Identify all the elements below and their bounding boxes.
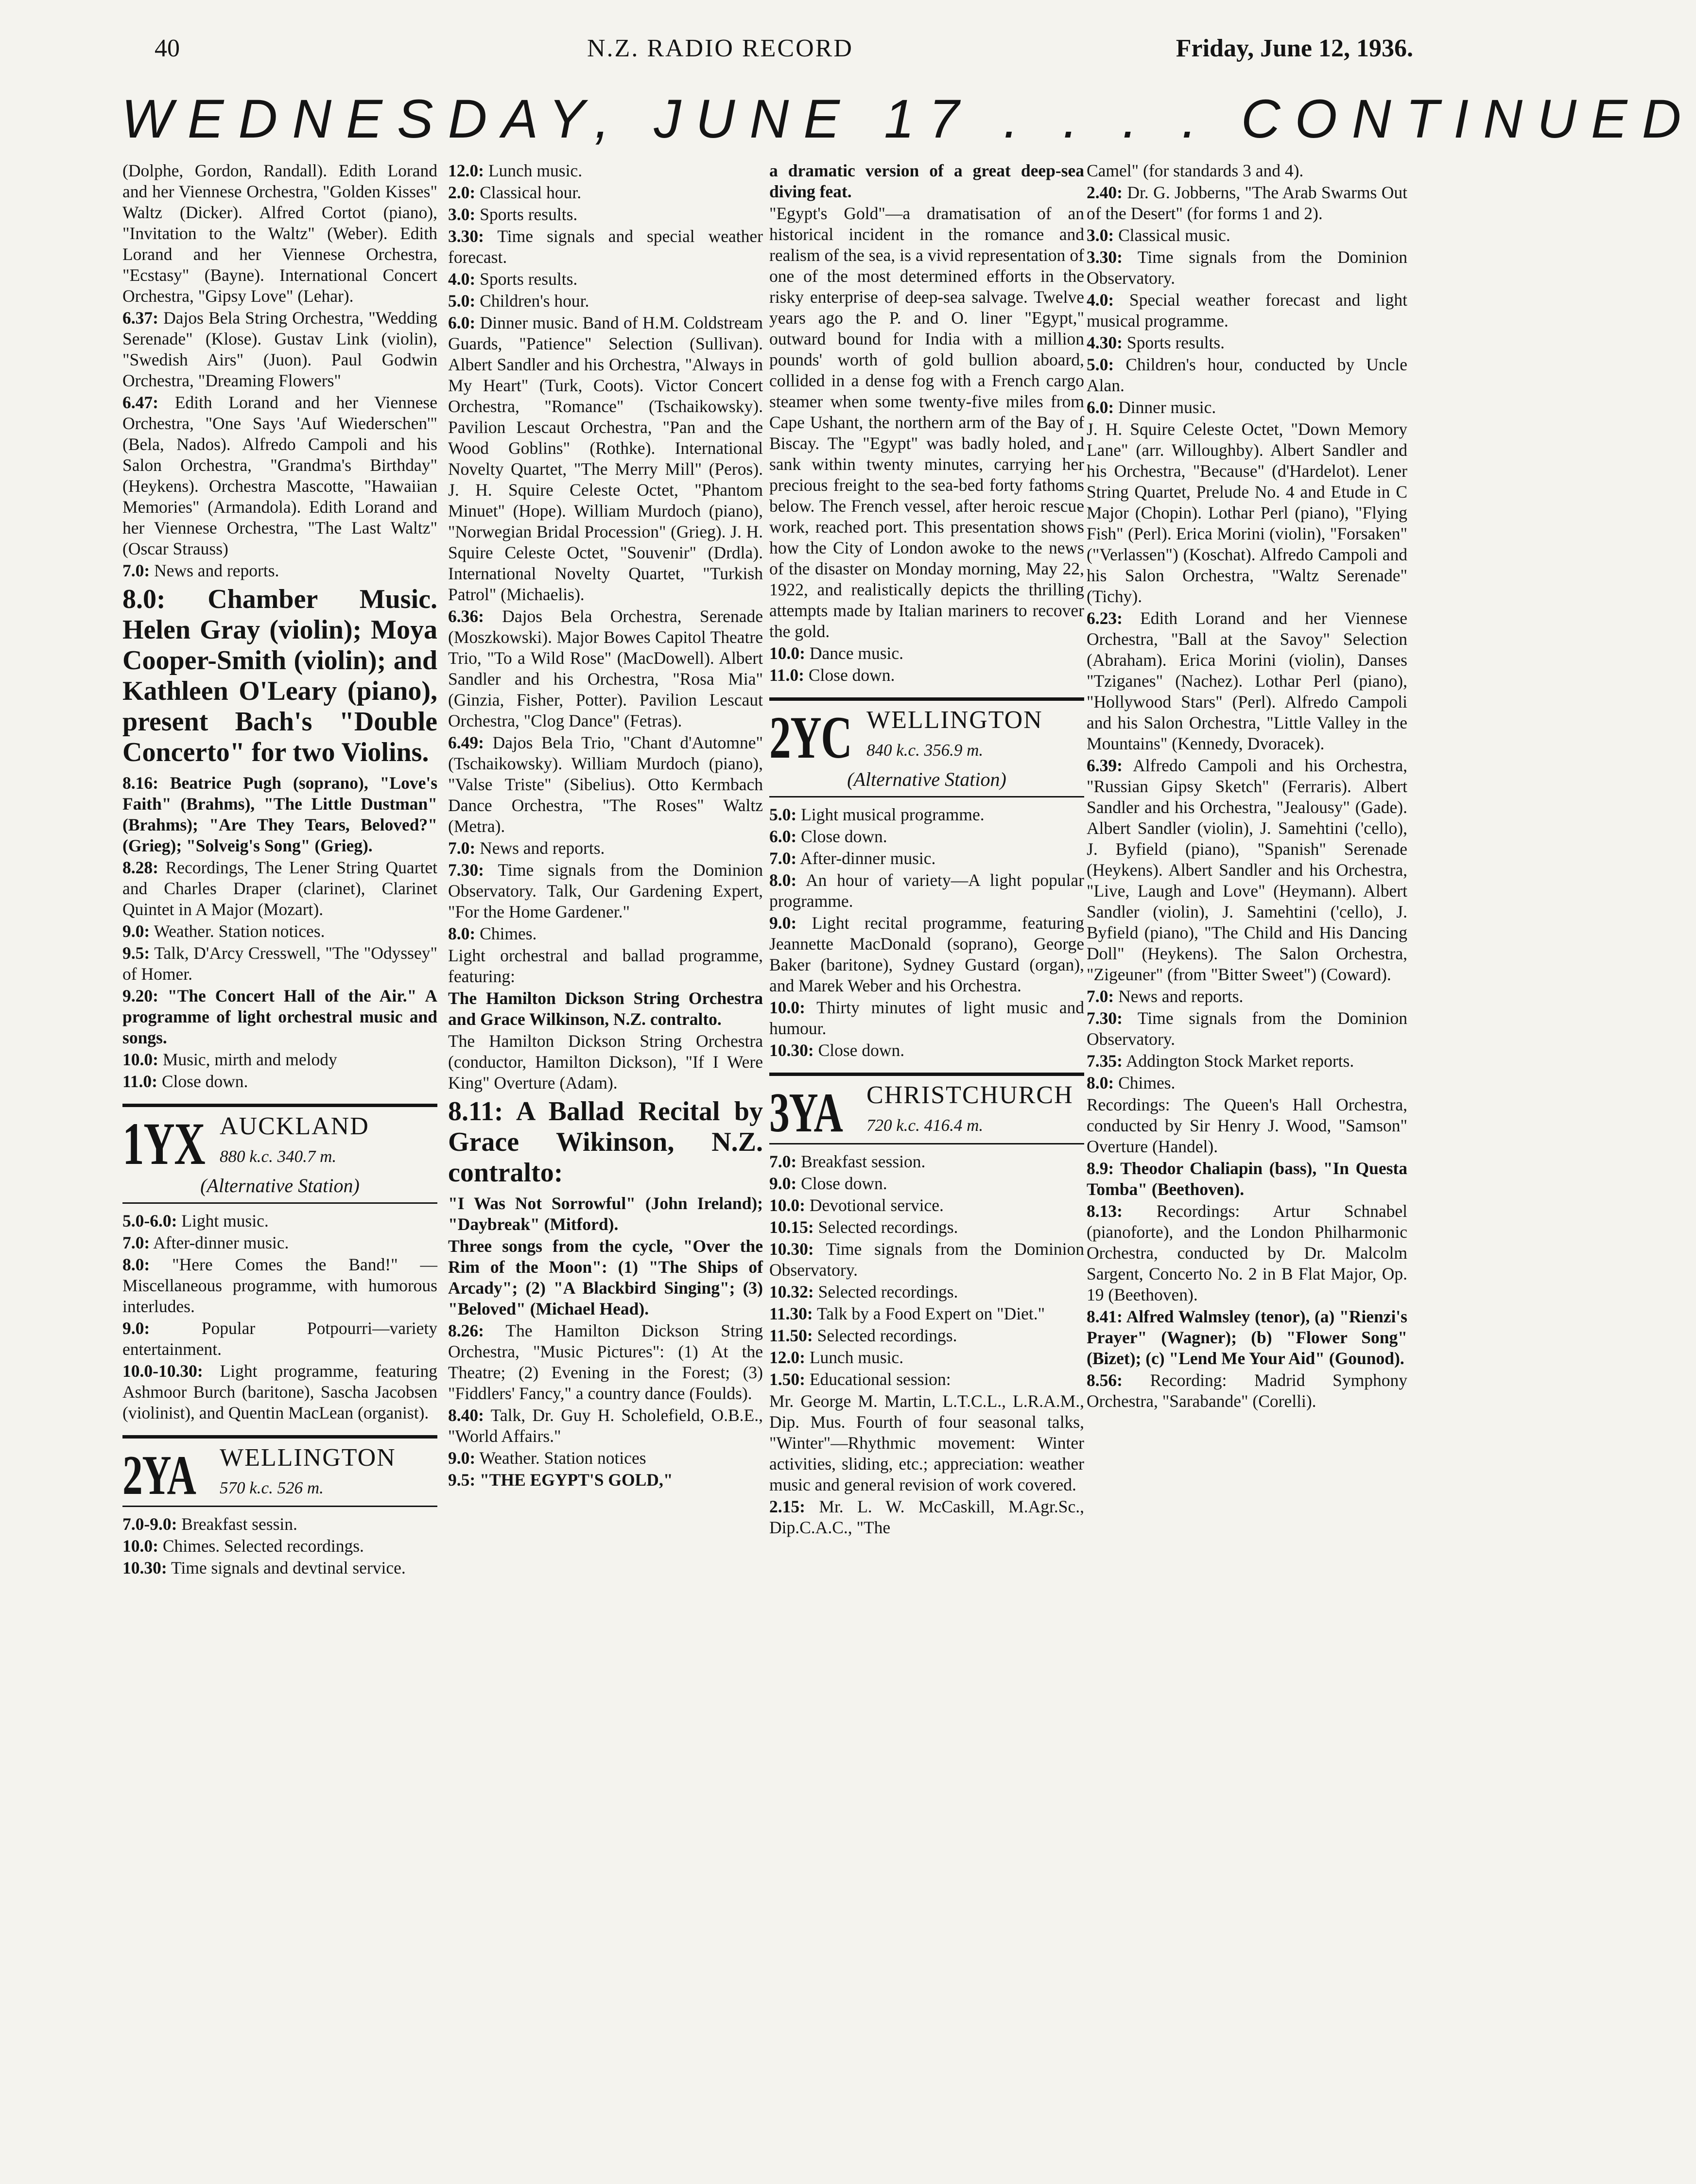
list-item: 6.37: Dajos Bela String Orchestra, "Wedding Serenade" (Klose). Gustav Link (violin), "Swedish Airs" (Juon). Paul Godwin Orchestra, "Dreaming Flowers"	[122, 308, 438, 390]
list-item: 6.23: Edith Lorand and her Viennese Orchestra, "Ball at the Savoy" Selection (Abraham). Erica Morini (violin), Danses "Tziganes" (Nachez). Lothar Perl (piano), "Hollywood Stars" (Perl). Alfredo Campoli and his Salon Orchestra, "Little Valley in the Mountains" (Kennedy, Dvoracek).	[1087, 608, 1408, 753]
list-item: 3.0: Sports results.	[448, 205, 578, 224]
list-item: 7.0: After-dinner music.	[769, 849, 936, 868]
list-item: 6.0: Dinner music.	[1087, 398, 1216, 417]
list-item: 6.36: Dajos Bela Orchestra, Serenade (Moszkowski). Major Bowes Capitol Theatre Trio, "To a Wild Rose" (MacDowell). Albert Sandler and his Orchestra, "Rosa Mia" (Ginzia, Fisher, Potter). Pavilion Lescaut Orchestra, "Clog Dance" (Fetras).	[448, 607, 763, 730]
list-item: 9.5: "THE EGYPT'S GOLD,"	[448, 1470, 673, 1490]
list-item: 10.0: Devotional service.	[769, 1196, 944, 1215]
list-item: 8.16: Beatrice Pugh (soprano), "Love's Faith" (Brahms), "The Little Dustman" (Brahms); "Are They Tears, Beloved?" (Grieg); "Solveig's Song" (Grieg).	[122, 773, 438, 855]
feature-item: 8.0: Chamber Music. Helen Gray (violin); Moya Cooper-Smith (violin); and Kathleen O'Leary (piano), present Bach's "Double Concerto" for two Violins.	[122, 584, 437, 767]
list-item: 10.0: Thirty minutes of light music and humour.	[769, 998, 1085, 1038]
list-item: 3.0: Classical music.	[1087, 225, 1230, 245]
list-item: a dramatic version of a great deep-sea diving feat.	[769, 161, 1084, 201]
list-item: 2.40: Dr. G. Jobberns, "The Arab Swarms Out of the Desert" (for forms 1 and 2).	[1087, 183, 1408, 223]
list-item: 9.5: Talk, D'Arcy Cresswell, "The "Odyssey" of Homer.	[122, 943, 437, 984]
list-item: 10.0: Music, mirth and melody	[122, 1050, 337, 1069]
station-city: AUCKLAND	[220, 1112, 369, 1140]
list-item: 10.0-10.30: Light programme, featuring Ashmoor Burch (baritone), Sascha Jacobsen (violinist), and Quentin MacLean (organist).	[122, 1361, 437, 1422]
list-item: 1.50: Educational session:	[769, 1369, 951, 1389]
page-number: 40	[155, 35, 180, 62]
list-item: 2.15: Mr. L. W. McCaskill, M.Agr.Sc., Dip.C.A.C., "The	[769, 1497, 1084, 1537]
list-item: The Hamilton Dickson String Orchestra (conductor, Hamilton Dickson), "If I Were King" Overture (Adam).	[448, 1031, 763, 1092]
station-city: WELLINGTON	[220, 1444, 396, 1472]
list-item: Camel" (for standards 3 and 4).	[1087, 161, 1304, 180]
station-city: WELLINGTON	[866, 706, 1043, 734]
station-frequency: 880 k.c. 340.7 m.	[220, 1147, 337, 1166]
list-item: (Dolphe, Gordon, Randall). Edith Lorand and her Viennese Orchestra, "Golden Kisses" Waltz (Dicker). Alfred Cortot (piano), "Invitation to the Waltz" (Weber). Edith Lorand and her Viennese Orchestra, "Ecstasy" (Bayne). International Concert Orchestra, "Gipsy Love" (Lehar).	[122, 161, 437, 306]
masthead: N.Z. RADIO RECORD	[587, 35, 853, 62]
list-item: Light orchestral and ballad programme, featuring:	[448, 946, 763, 986]
column-3	[769, 160, 1084, 2163]
station-call-sign: 2YC	[769, 704, 852, 771]
list-item: 9.0: Weather. Station notices.	[122, 921, 325, 941]
station-block-2yc	[769, 697, 1084, 797]
list-item: 8.0: An hour of variety—A light popular programme.	[769, 870, 1084, 911]
list-item: 6.0: Close down.	[769, 827, 887, 846]
list-item: 7.30: Time signals from the Dominion Observatory. Talk, Our Gardening Expert, "For the Home Gardener."	[448, 860, 763, 921]
list-item: 12.0: Lunch music.	[448, 161, 583, 180]
station-block-1yx	[122, 1104, 437, 1204]
list-item: 2.0: Classical hour.	[448, 183, 582, 202]
station-block-3ya	[769, 1073, 1084, 1144]
list-item: 8.0: "Here Comes the Band!" —Miscellaneous programme, with humorous interludes.	[122, 1255, 437, 1316]
list-item: 7.0: News and reports.	[448, 838, 605, 858]
station-city: CHRISTCHURCH	[866, 1081, 1073, 1109]
list-item: 4.0: Sports results.	[448, 269, 578, 289]
list-item: 5.0: Children's hour, conducted by Uncle Alan.	[1087, 355, 1407, 395]
list-item: 8.41: Alfred Walmsley (tenor), (a) "Rienzi's Prayer" (Wagner); (b) "Flower Song" (Bizet); (c) "Lend Me Your Aid" (Gounod).	[1087, 1307, 1407, 1368]
list-item: Three songs from the cycle, "Over the Rim of the Moon": (1) "The Ships of Arcady"; (2) "A Blackbird Singing"; (3) "Beloved" (Michael Head).	[448, 1236, 763, 1318]
list-item: 8.40: Talk, Dr. Guy H. Scholefield, O.B.E., "World Affairs."	[448, 1405, 763, 1446]
list-item: 7.30: Time signals from the Dominion Observatory.	[1087, 1008, 1407, 1049]
list-item: 4.0: Special weather forecast and light musical programme.	[1087, 290, 1407, 330]
station-call-sign: 2YA	[122, 1444, 196, 1507]
list-item: 10.32: Selected recordings.	[769, 1282, 958, 1301]
list-item: 7.35: Addington Stock Market reports.	[1087, 1051, 1354, 1071]
station-call-sign: 3YA	[769, 1082, 843, 1144]
list-item: 10.15: Selected recordings.	[769, 1217, 958, 1237]
list-item: 9.0: Light recital programme, featuring Jeannette MacDonald (soprano), George Baker (baritone), Sydney Gustard (organ), and Marek Weber and his Orchestra.	[769, 913, 1084, 995]
list-item: 8.9: Theodor Chaliapin (bass), "In Questa Tomba" (Beethoven).	[1087, 1159, 1408, 1199]
list-item: 8.56: Recording: Madrid Symphony Orchestra, "Sarabande" (Corelli).	[1087, 1370, 1408, 1411]
list-item: 8.0: Chimes.	[1087, 1073, 1176, 1092]
list-item: 10.30: Close down.	[769, 1040, 905, 1060]
list-item: 5.0: Children's hour.	[448, 291, 589, 311]
list-item: 5.0-6.0: Light music.	[122, 1211, 269, 1231]
list-item: 11.50: Selected recordings.	[769, 1326, 957, 1345]
station-note: (Alternative Station)	[200, 1175, 360, 1196]
station-note: (Alternative Station)	[847, 768, 1006, 790]
list-item: 7.0-9.0: Breakfast sessin.	[122, 1514, 297, 1534]
list-item: 9.0: Close down.	[769, 1174, 887, 1193]
station-frequency: 840 k.c. 356.9 m.	[866, 741, 984, 760]
list-item: 5.0: Light musical programme.	[769, 805, 985, 824]
list-item: Mr. George M. Martin, L.T.C.L., L.R.A.M., Dip. Mus. Fourth of four seasonal talks, "Winter"—Rhythmic movement: Winter activities, sliding, etc.; appreciation: weather music and general revision of work covered.	[769, 1391, 1084, 1494]
list-item: 8.26: The Hamilton Dickson String Orchestra, "Music Pictures": (1) At the Theatre; (2) Evening in the Forest; (3) "Fiddlers' Fancy," a country dance (Foulds).	[448, 1321, 763, 1403]
list-item: 6.49: Dajos Bela Trio, "Chant d'Automne" (Tschaikowsky). William Murdoch (piano), "Valse Triste" (Sibelius). Otto Kermbach Dance Orchestra, "The Roses" Waltz (Metra).	[448, 733, 763, 836]
list-item: 7.0: Breakfast session.	[769, 1152, 926, 1171]
column-4	[1087, 160, 1407, 2163]
list-item: 10.0: Dance music.	[769, 643, 904, 663]
list-item: 7.0: After-dinner music.	[122, 1233, 289, 1252]
list-item: 11.0: Close down.	[769, 665, 895, 685]
list-item: 11.30: Talk by a Food Expert on "Diet."	[769, 1304, 1045, 1323]
list-item: J. H. Squire Celeste Octet, "Down Memory Lane" (arr. Willoughby). Albert Sandler and his Orchestra, "Because" (d'Hardelot). Lener String Quartet, Prelude No. 4 and Etude in C Major (Chopin). Lothar Perl (piano), "Flying Fish" (Perl). Erica Morini (violin), "Forsaken" ("Verlassen") (Koschat). Alfredo Campoli and his Salon Orchestra, "Waltz Serenade" (Tichy).	[1087, 419, 1407, 606]
station-block-2ya	[122, 1435, 437, 1507]
list-item: 8.0: Chimes.	[448, 924, 537, 943]
list-item: 6.47: Edith Lorand and her Viennese Orchestra, "One Says 'Auf Wiederschen'" (Bela, Nados). Alfredo Campoli and his Salon Orchestra, "Grandma's Birthday" (Heykens). Orchestra Mascotte, "Hawaiian Memories" (Armandola). Edith Lorand and her Viennese Orchestra, "The Last Waltz" (Oscar Strauss)	[122, 393, 437, 558]
list-item: The Hamilton Dickson String Orchestra and Grace Wilkinson, N.Z. contralto.	[448, 988, 763, 1029]
list-item: 11.0: Close down.	[122, 1072, 248, 1091]
list-item: 7.0: News and reports.	[1087, 987, 1244, 1006]
list-item: 10.30: Time signals and devtinal service.	[122, 1558, 406, 1577]
list-item: 10.30: Time signals from the Dominion Observatory.	[769, 1239, 1085, 1280]
column-1	[122, 160, 437, 2163]
list-item: 6.39: Alfredo Campoli and his Orchestra, "Russian Gipsy Sketch" (Ferraris). Albert Sandler and his Orchestra, "Jealousy" (Gade). Albert Sandler (violin), J. Samehtini ('cello), J. Byfield (piano), "Spanish" Serenade (Heykens). Albert Sandler and his Orchestra, "Live, Laugh and Love" (Heymann). Albert Sandler (violin), J. Samehtini ('cello), J. Byfield (piano), "The Child and His Dancing Doll" (Heykens). The Salon Orchestra, "Zigeuner" (from "Bitter Sweet") (Coward).	[1087, 756, 1407, 984]
day-heading: WEDNESDAY, JUNE 17 . . . . CONTINUED	[121, 88, 1696, 149]
list-item: 4.30: Sports results.	[1087, 333, 1225, 352]
feature-item: 8.11: A Ballad Recital by Grace Wikinson, N.Z. contralto:	[448, 1096, 763, 1188]
list-item: 12.0: Lunch music.	[769, 1348, 904, 1367]
list-item: 8.13: Recordings: Artur Schnabel (pianoforte), and the London Philharmonic Orchestra, conducted by Dr. Malcolm Sargent, Concerto No. 2 in B Flat Major, Op. 19 (Beethoven).	[1087, 1201, 1407, 1304]
list-item: "I Was Not Sorrowful" (John Ireland); "Daybreak" (Mitford).	[448, 1194, 763, 1234]
list-item: 7.0: News and reports.	[122, 561, 279, 580]
list-item: 3.30: Time signals from the Dominion Observatory.	[1087, 247, 1407, 288]
issue-date: Friday, June 12, 1936.	[1176, 35, 1413, 62]
list-item: 9.0: Popular Potpourri—variety entertainment.	[122, 1318, 437, 1359]
list-item: 8.28: Recordings, The Lener String Quartet and Charles Draper (clarinet), Clarinet Quintet in A Major (Mozart).	[122, 858, 437, 919]
station-frequency: 570 k.c. 526 m.	[220, 1478, 324, 1497]
station-call-sign: 1YX	[122, 1110, 205, 1177]
list-item: 10.0: Chimes. Selected recordings.	[122, 1536, 364, 1556]
station-frequency: 720 k.c. 416.4 m.	[866, 1116, 984, 1135]
list-item: 9.0: Weather. Station notices	[448, 1448, 646, 1468]
list-item: 3.30: Time signals and special weather forecast.	[448, 226, 763, 267]
list-item: Recordings: The Queen's Hall Orchestra, conducted by Sir Henry J. Wood, "Samson" Overture (Handel).	[1087, 1095, 1407, 1156]
column-2	[448, 160, 763, 2163]
list-item: 9.20: "The Concert Hall of the Air." A programme of light orchestral music and songs.	[122, 986, 437, 1047]
list-item: "Egypt's Gold"—a dramatisation of an historical incident in the romance and realism of the sea, is a vivid representation of one of the most determined efforts in the risky enterprise of deep-sea salvage. Twelve years ago the P. and O. liner "Egypt," outward bound for India with a million pounds' worth of gold bullion aboard, collided in a dense fog with a French cargo steamer when some twenty-five miles from Cape Ushant, the northern arm of the Bay of Biscay. The "Egypt" was badly holed, and sank within twenty minutes, carrying her precious freight to the sea-bed forty fathoms below. The French vessel, after heroic rescue work, reached port. This presentation shows how the City of London awoke to the news of the disaster on Monday morning, May 22, 1922, and realistically depicts the thrilling attempts made by Italian mariners to recover the gold.	[769, 204, 1084, 641]
list-item: 6.0: Dinner music. Band of H.M. Coldstream Guards, "Patience" Selection (Sullivan). Albert Sandler and his Orchestra, "Always in My Heart" (Turk, Coots). Victor Concert Orchestra, "Romance" (Tschaikowsky). Pavilion Lescaut Orchestra, "Pan and the Wood Goblins" (Rothke). International Novelty Quartet, "The Merry Mill" (Peros). J. H. Squire Celeste Octet, "Phantom Minuet" (Hope). William Murdoch (piano), "Norwegian Bridal Procession" (Grieg). J. H. Squire Celeste Octet, "Souvenir" (Drdla). International Novelty Quartet, "Turkish Patrol" (Michaelis).	[448, 313, 763, 604]
page-header	[0, 29, 1481, 73]
